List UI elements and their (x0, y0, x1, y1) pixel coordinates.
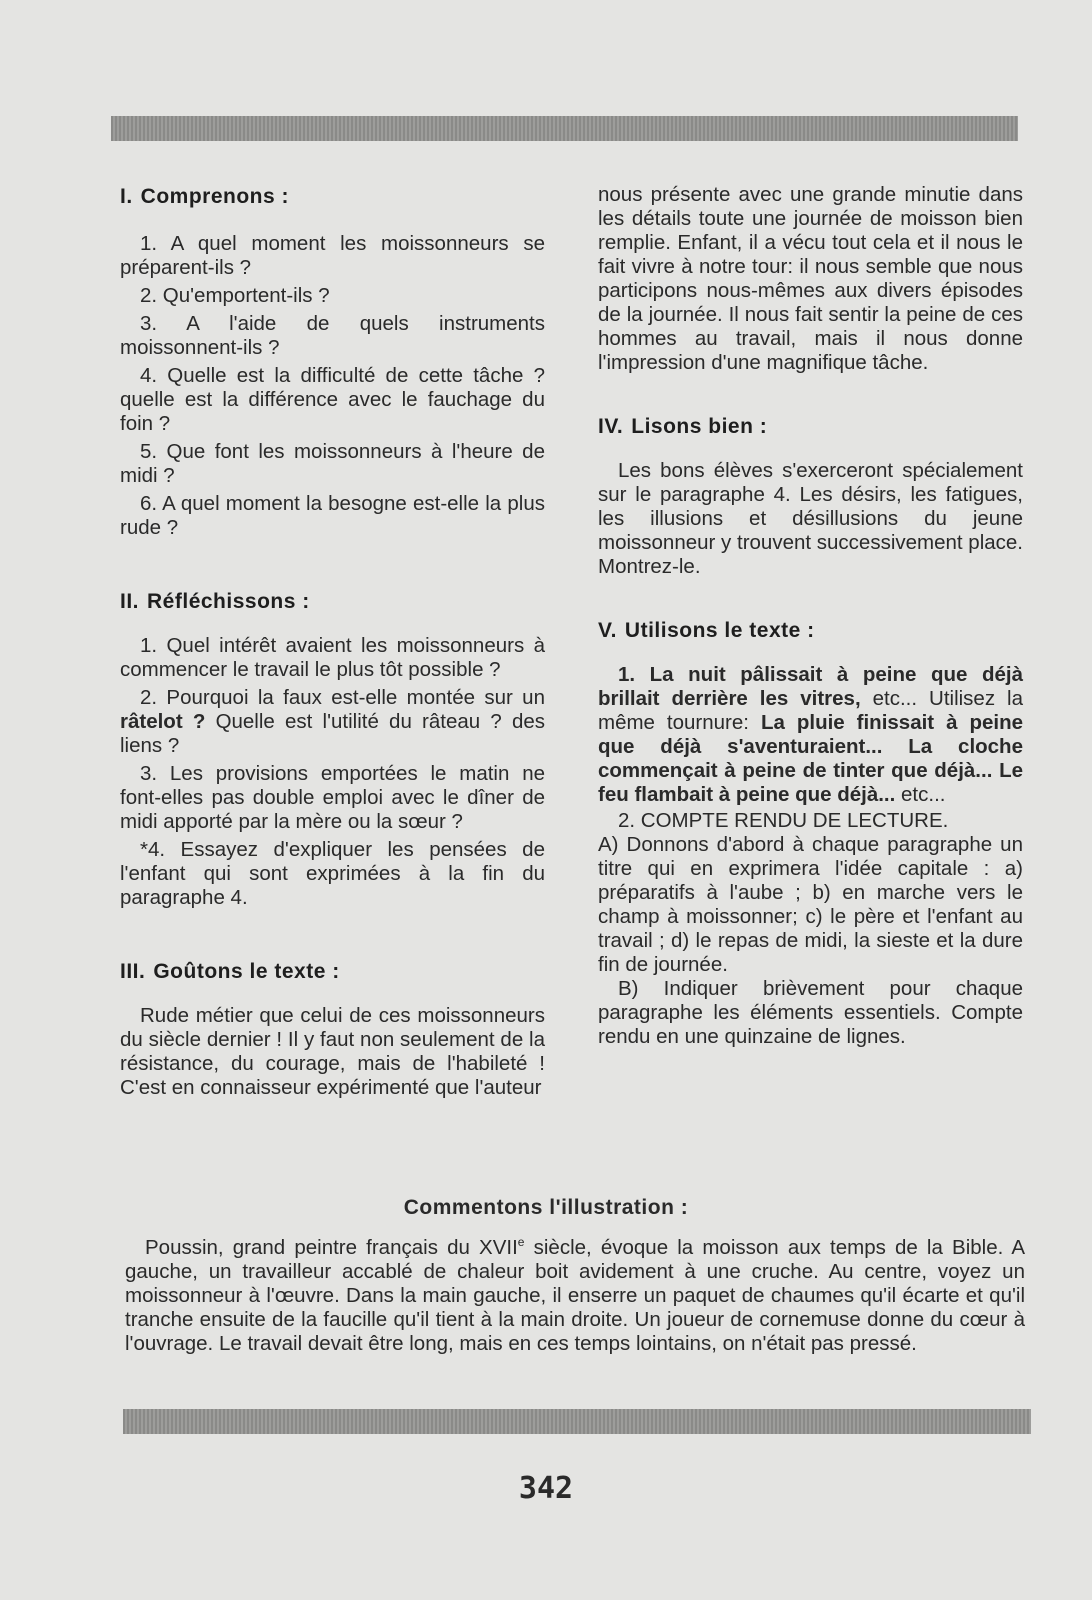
bottom-decorative-band (123, 1409, 1031, 1434)
question-2: 2. Qu'emportent-ils ? (140, 284, 330, 307)
top-decorative-band (111, 116, 1018, 141)
section-number: V. (598, 619, 617, 642)
paragraph-lisons: Les bons élèves s'exerceront spécialement sur le paragraphe 4. Les désirs, les fatigues, les illusions et désillusions du jeune moissonneur y trouvent successivement place. Montrez-le. (598, 459, 1024, 578)
question-6: 6. A quel moment la besogne est-elle la plus rude ? (120, 492, 545, 539)
question-3: 3. Les provisions emportées le matin ne font-elles pas double emploi avec le dîner de midi apporté par la mère ou la sœur ? (120, 762, 545, 833)
question-4: *4. Essayez d'expliquer les pensées de l'enfant qui sont exprimées à la fin du paragraphe 4. (120, 838, 545, 909)
section-heading-comprenons (120, 185, 545, 209)
section-title: Lisons bien : (631, 415, 768, 438)
exercise-2-part-b: B) Indiquer brièvement pour chaque paragraphe les éléments essentiels. Compte rendu en une quinzaine de lignes. (598, 977, 1023, 1048)
bold-term-ratelot: râtelot ? (120, 710, 206, 733)
section-title: Utilisons le texte : (624, 619, 815, 642)
comment-paragraph: Poussin, grand peintre français du XVIIe siècle, évoque la moisson aux temps de la Bible. A gauche, un travailleur accablé de chaleur boit avidement à une cruche. Au centre, voyez un moissonneur à l'œuvre. Dans la main gauche, il enserre un paquet de chaumes qu'il écarte et qu'il tranche ensuite de la faucille qu'il tient à la main droite. Un joueur de cornemuse donne du cœur à l'ouvrage. Le travail devait être long, mais en ces temps lointains, on n'était pas pressé. (125, 1235, 1025, 1355)
section-title: Goûtons le texte : (153, 960, 340, 983)
question-1: 1. Quel intérêt avaient les moissonneurs à commencer le travail le plus tôt possible ? (120, 634, 545, 681)
section-number: IV. (598, 415, 624, 438)
exercise-2-title: 2. COMPTE RENDU DE LECTURE. (618, 809, 949, 832)
exercise-1: 1. La nuit pâlissait à peine que déjà brillait derrière les vitres, etc... Utilisez la même tournure: La pluie finissait à peine que déjà s'aventuraient... La cloche commençait à peine de tinter que déjà... Le feu flambait à peine que déjà... etc... (598, 663, 1023, 806)
section-number: III. (120, 960, 146, 983)
century-superscript: e (517, 1235, 525, 1249)
page-number: 342 (518, 1471, 574, 1506)
right-column (598, 183, 1023, 1049)
question-5: 5. Que font les moissonneurs à l'heure de midi ? (120, 440, 545, 487)
paragraph-goutons: Rude métier que celui de ces moissonneurs du siècle dernier ! Il y faut non seulement de la résistance, du courage, mais de l'habileté ! C'est en connaisseur expérimenté que l'auteur (120, 1004, 545, 1099)
question-2: 2. Pourquoi la faux est-elle montée sur un râtelot ? Quelle est l'utilité du râteau ? des liens ? (120, 686, 546, 757)
section-title: Réfléchissons : (147, 590, 310, 613)
question-1: 1. A quel moment les moissonneurs se préparent-ils ? (120, 232, 545, 279)
left-column (120, 185, 545, 1100)
section-heading-lisons (598, 415, 1023, 439)
section-heading-goutons (120, 960, 545, 984)
exercise-2-part-a: A) Donnons d'abord à chaque paragraphe un titre qui en exprimera l'idée capitale : a) préparatifs à l'aube ; b) en marche vers le champ à moissonner; c) le père et l'enfant au travail ; d) le repas de midi, la sieste et la dure fin de journée. (598, 833, 1023, 976)
question-4: 4. Quelle est la difficulté de cette tâche ? quelle est la différence avec le fauchage du foin ? (120, 364, 545, 435)
section-title: Comprenons : (140, 185, 290, 208)
paragraph-continuation: nous présente avec une grande minutie dans les détails toute une journée de moisson bien remplie. Enfant, il a vécu tout cela et il nous le fait vivre à notre tour: il nous semble que nous participons nous-mêmes aux divers épisodes de la journée. Il nous fait sentir la peine de ces hommes au travail, mais il nous donne l'impression d'une magnifique tâche. (598, 183, 1023, 374)
section-heading-utilisons (598, 619, 1023, 643)
question-3: 3. A l'aide de quels instruments moissonnent-ils ? (120, 312, 545, 359)
comment-heading: Commentons l'illustration : (403, 1196, 689, 1219)
section-number: II. (120, 590, 140, 613)
section-number: I. (120, 185, 133, 208)
section-heading-reflechissons (120, 590, 545, 614)
